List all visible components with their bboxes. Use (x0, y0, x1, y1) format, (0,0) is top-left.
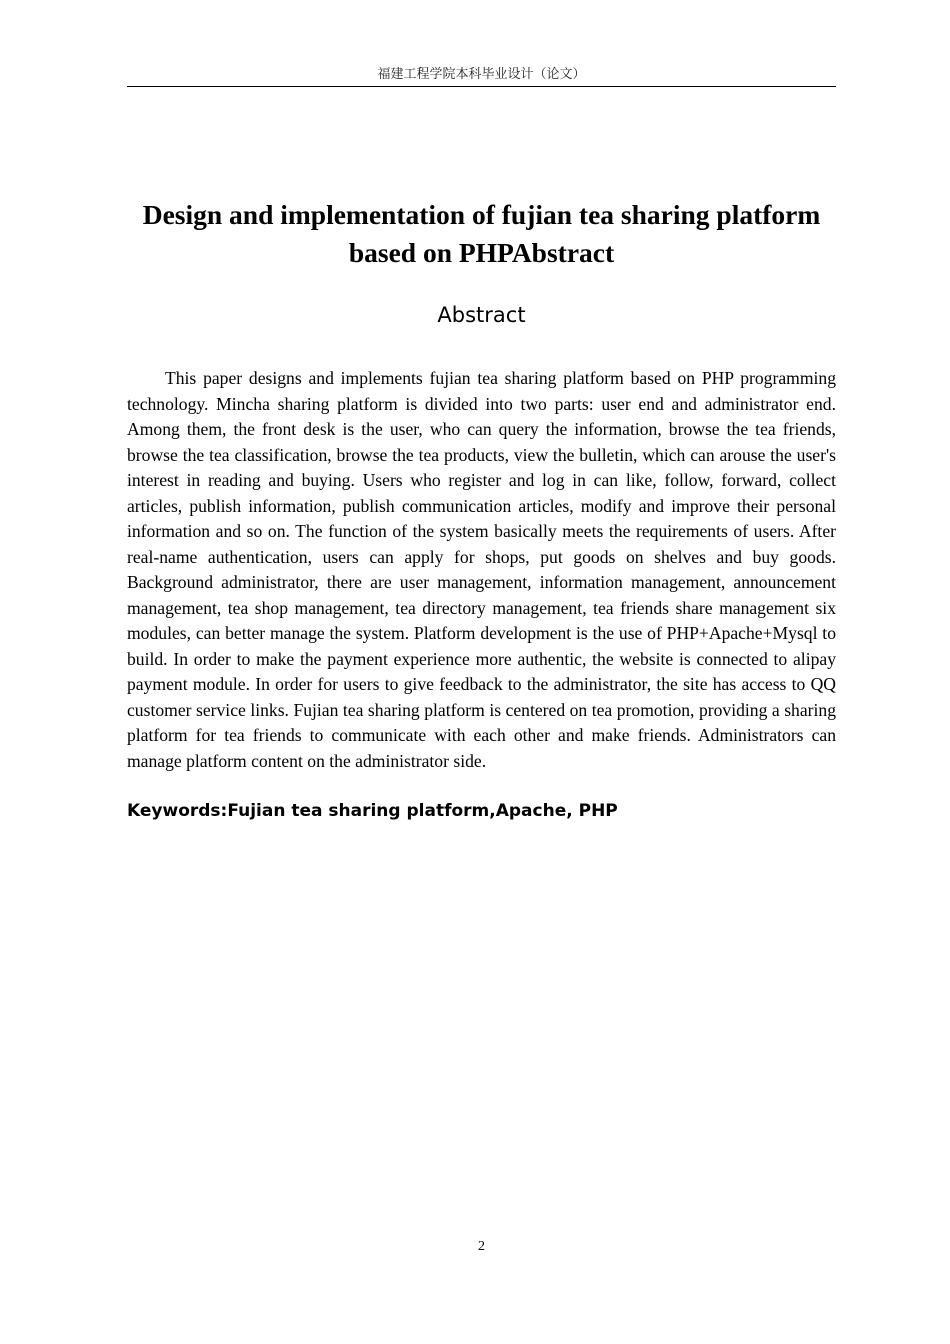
paper-title: Design and implementation of fujian tea sharing platform based on PHPAbstract (142, 199, 821, 268)
page-number: 2 (478, 1239, 485, 1254)
header-rule (127, 86, 836, 87)
abstract-body: This paper designs and implements fujian tea sharing platform based on PHP programming technology. Mincha sharing platform is divided into two parts: user end and administrator end. Among them, the front desk is the user, who can query the information, browse the tea friends, browse the tea classification, browse the tea products, view the bulletin, which can arouse the user's interest in reading and buying. Users who register and log in can like, follow, forward, collect articles, publish information, publish communication articles, modify and improve their personal information and so on. The function of the system basically meets the requirements of users. After real-name authentication, users can apply for shops, put goods on shelves and buy goods. Background administrator, there are user management, information management, announcement management, tea shop management, tea directory management, tea friends share management six modules, can better manage the system. Platform development is the use of PHP+Apache+Mysql to build. In order to make the payment experience more authentic, the website is connected to alipay payment module. In order for users to give feedback to the administrator, the site has access to QQ customer service links. Fujian tea sharing platform is centered on tea promotion, providing a sharing platform for tea friends to communicate with each other and make friends. Administrators can manage platform content on the administrator side. (127, 368, 836, 771)
keywords-line: Keywords:Fujian tea sharing platform,Apache, PHP (127, 801, 618, 821)
running-header: 福建工程学院本科毕业设计（论文） (377, 67, 586, 82)
abstract-heading: Abstract (437, 303, 526, 327)
